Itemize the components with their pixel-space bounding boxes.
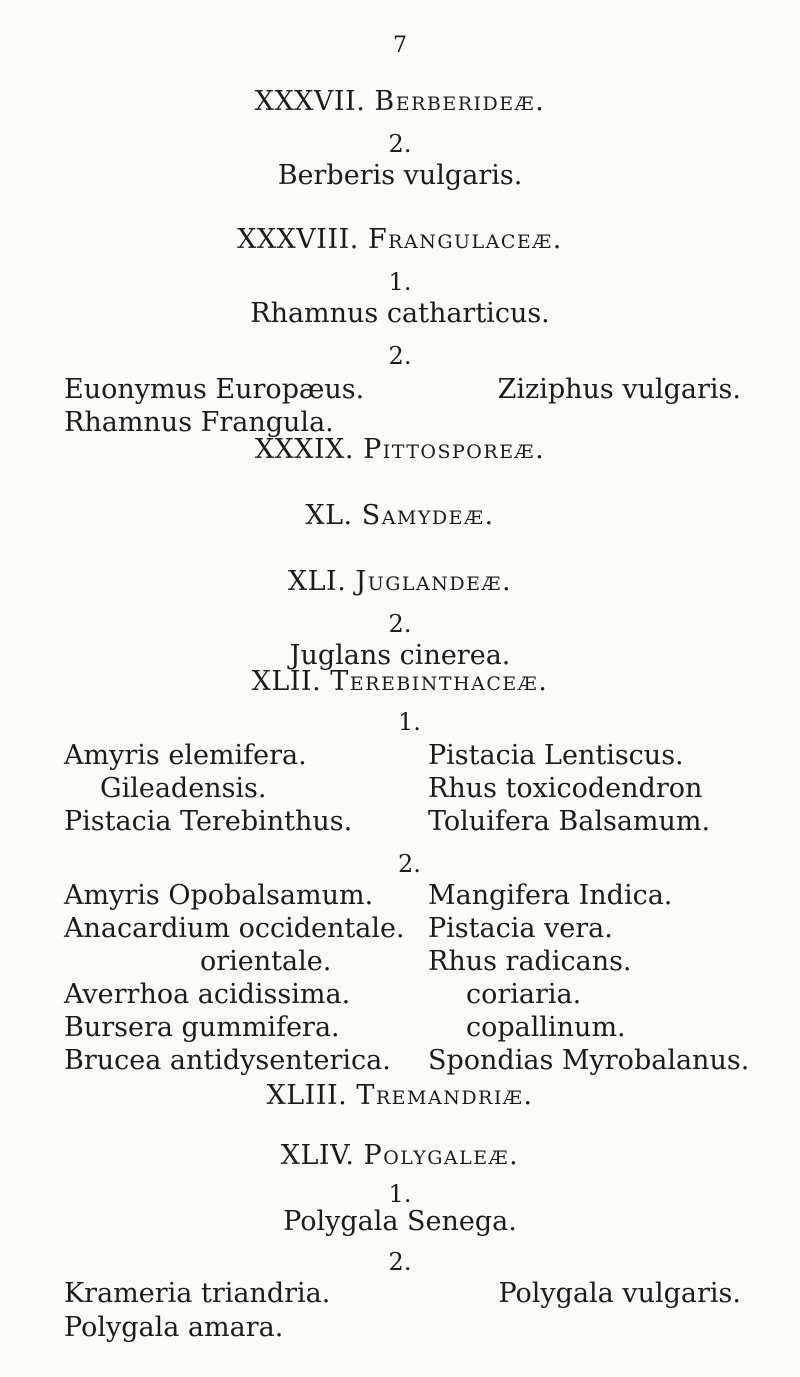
section-name: Tremandriæ. [356,1080,534,1111]
species-polygala-amara: Polygala amara. [64,1312,284,1343]
species-bursera: Bursera gummifera. [64,1012,340,1043]
species-copallinum: copallinum. [466,1012,626,1043]
species-spondias: Spondias Myrobalanus. [428,1045,750,1076]
section-name: Pittosporeæ. [363,434,546,465]
species-pistacia-terebinthus: Pistacia Terebinthus. [64,806,353,837]
species-polygala-senega: Polygala Senega. [283,1206,517,1237]
species-pistacia-vera: Pistacia vera. [428,913,613,944]
species-coriaria: coriaria. [466,979,582,1010]
section-name: Juglandeæ. [355,566,513,597]
heading-polygaleae [0,1140,800,1172]
heading-samydeae [0,500,800,532]
marker-2: 2. [388,342,412,370]
heading-juglandeae [0,566,800,598]
section-name: Samydeæ. [361,500,495,531]
species-mangifera: Mangifera Indica. [428,880,673,911]
species-juglans: Juglans cinerea. [289,640,511,671]
marker-1: 1. [398,708,421,736]
species-ziziphus: Ziziphus vulgaris. [497,374,741,405]
section-number: XLI. [287,566,347,597]
marker-2: 2. [398,850,421,878]
species-polygala-vulgaris: Polygala vulgaris. [498,1278,741,1309]
section-number: XLIV. [280,1140,355,1171]
marker-1: 1. [388,1180,412,1208]
heading-berberideae [0,86,800,118]
heading-terebinthaceae [0,666,800,698]
heading-tremandriae [0,1080,800,1112]
species-brucea: Brucea antidysenterica. [64,1045,391,1076]
species-berberis: Berberis vulgaris. [277,160,523,191]
marker-1: 1. [388,268,412,296]
species-rhus-toxicodendron: Rhus toxicodendron [428,773,703,804]
section-name: Terebinthaceæ. [330,666,549,697]
section-number: XL. [305,500,353,531]
species-toluifera: Toluifera Balsamum. [428,806,711,837]
section-number: XLII. [251,666,322,697]
section-number: XXXVIII. [237,224,359,255]
marker-2: 2. [388,610,412,638]
species-gileadensis: Gileadensis. [100,773,267,804]
species-orientale: orientale. [200,946,332,977]
section-name: Berberideæ. [374,86,546,117]
species-pistacia-lentiscus: Pistacia Lentiscus. [428,740,684,771]
section-number: XXXIX. [254,434,354,465]
marker-2: 2. [388,130,412,158]
heading-frangulaceae [0,224,800,256]
species-amyris-opobalsamum: Amyris Opobalsamum. [64,880,374,911]
section-name: Polygaleæ. [363,1140,520,1171]
heading-pittosporeae [0,434,800,466]
section-number: XLIII. [266,1080,348,1111]
marker-2: 2. [388,1248,412,1276]
species-krameria: Krameria triandria. [64,1278,331,1309]
page-number: 7 [393,33,407,58]
species-averrhoa: Averrhoa acidissima. [64,979,351,1010]
species-rhamnus-catharticus: Rhamnus catharticus. [250,298,550,329]
species-euonymus: Euonymus Europæus. [64,374,365,405]
species-rhus-radicans: Rhus radicans. [428,946,632,977]
species-amyris-elemifera: Amyris elemifera. [64,740,307,771]
species-anacardium: Anacardium occidentale. [64,913,405,944]
section-number: XXXVII. [254,86,366,117]
section-name: Frangulaceæ. [367,224,563,255]
species-rhamnus-frangula: Rhamnus Frangula. [64,407,334,438]
